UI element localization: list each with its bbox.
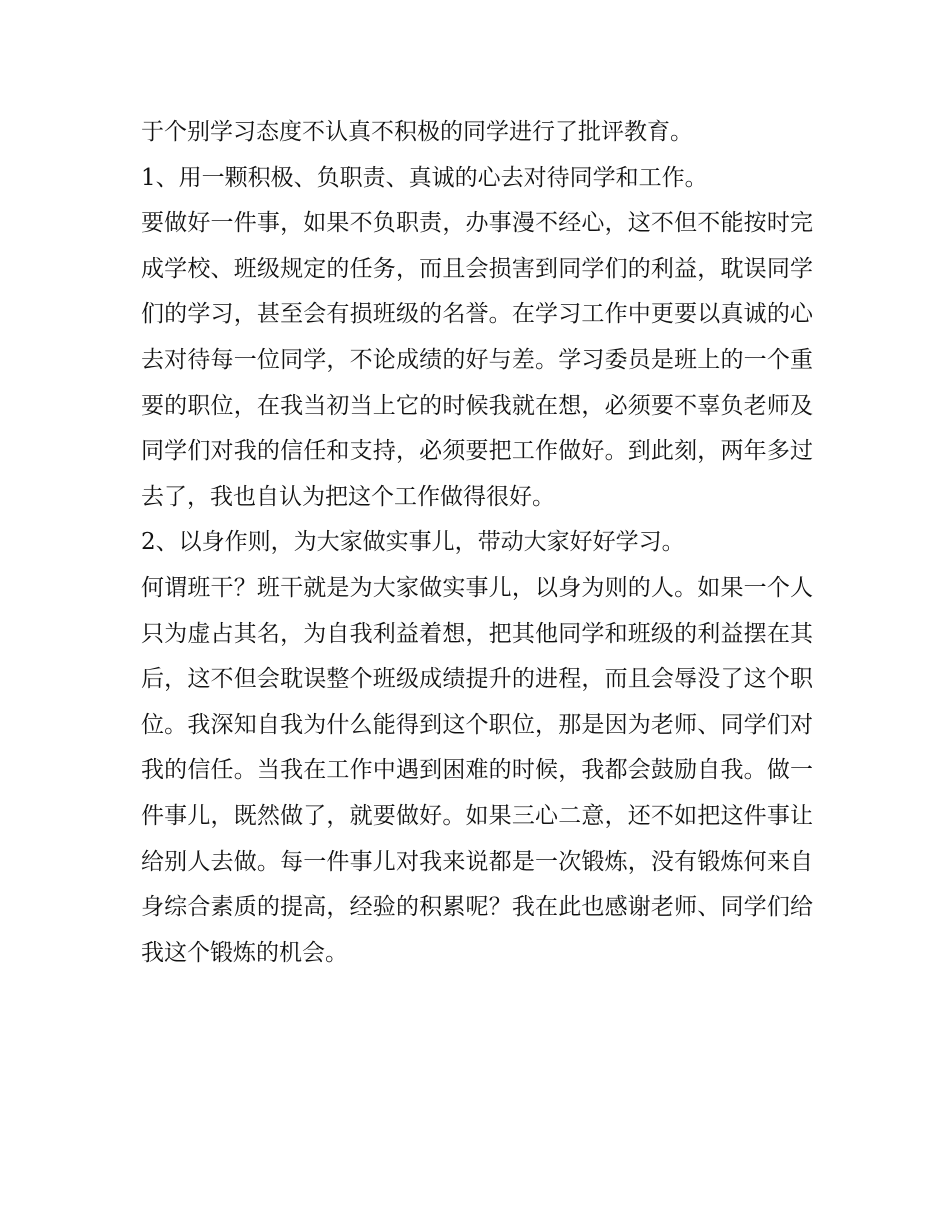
document-body <box>141 110 813 976</box>
intro-line: 于个别学习态度不认真不积极的同学进行了批评教育。 <box>141 119 693 145</box>
section-2-heading: 2、以身作则，为大家做实事儿，带动大家好好学习。 <box>141 529 685 556</box>
section-1-paragraph: 要做好一件事，如果不负职责，办事漫不经心，这不但不能按时完成学校、班级规定的任务，而且会损害到同学们的利益，耽误同学们的学习，甚至会有损班级的名誉。在学习工作中更要以真诚的心去对待每一位同学，不论成绩的好与差。学习委员是班上的一个重要的职位，在我当初当上它的时候我就在想，必须要不辜负老师及同学们对我的信任和支持，必须要把工作做好。到此刻，两年多过去了，我也自认为把这个工作做得很好。 <box>141 210 813 510</box>
section-1-heading: 1、用一颗积极、负职责、真诚的心去对待同学和工作。 <box>141 164 708 191</box>
section-2-paragraph: 何谓班干？班干就是为大家做实事儿，以身为则的人。如果一个人只为虚占其名，为自我利益着想，把其他同学和班级的利益摆在其后，这不但会耽误整个班级成绩提升的进程，而且会辱没了这个职位。我深知自我为什么能得到这个职位，那是因为老师、同学们对我的信任。当我在工作中遇到困难的时候，我都会鼓励自我。做一件事儿，既然做了，就要做好。如果三心二意，还不如把这件事让给别人去做。每一件事儿对我来说都是一次锻炼，没有锻炼何来自身综合素质的提高，经验的积累呢？我在此也感谢老师、同学们给我这个锻炼的机会。 <box>141 574 813 966</box>
